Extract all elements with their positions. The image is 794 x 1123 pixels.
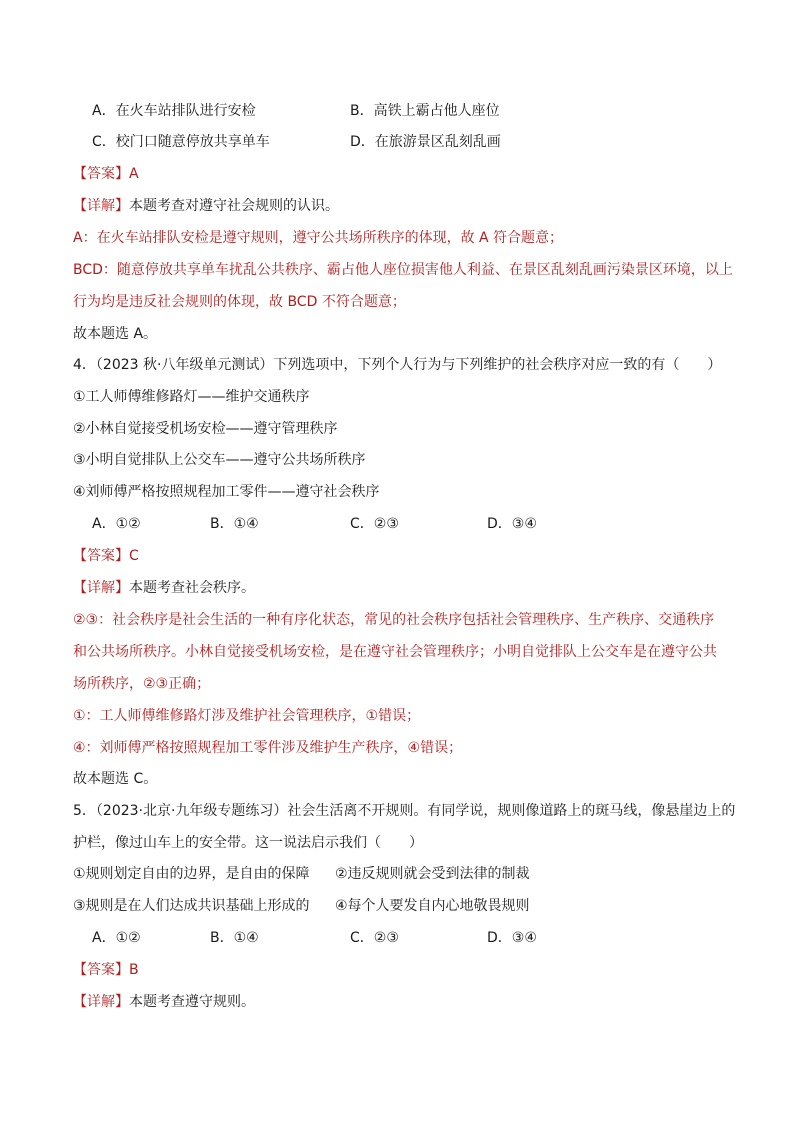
q5-item: ①规则划定自由的边界，是自由的保障 — [73, 866, 310, 882]
q3-analysis-line: 行为均是违反社会规则的体现，故 BCD 不符合题意； — [73, 294, 406, 310]
q3-analysis-line: BCD：随意停放共享单车扰乱公共秩序、霸占他人座位损害他人利益、在景区乱刻乱画污染景区环境，以上 — [73, 262, 733, 278]
detail-text: 本题考查遵守规则。 — [129, 994, 255, 1010]
detail-text: 本题考查对遵守社会规则的认识。 — [129, 198, 339, 214]
q3-option-b: B．高铁上霸占他人座位 — [350, 103, 500, 119]
answer-tag: 【答案】 — [73, 548, 129, 564]
q4-option-a: A．①② — [92, 516, 141, 532]
q5-stem-line: 护栏，像过山车上的安全带。这一说法启示我们（ ） — [73, 835, 423, 851]
q4-item: ④刘师傅严格按照规程加工零件——遵守社会秩序 — [73, 484, 380, 500]
q5-option-c: C．②③ — [350, 930, 399, 946]
q4-item: ②小林自觉接受机场安检——遵守管理秩序 — [73, 421, 338, 437]
q3-analysis-line: A：在火车站排队安检是遵守规则，遵守公共场所秩序的体现，故 A 符合题意； — [73, 230, 564, 246]
q5-option-a: A．①② — [92, 930, 141, 946]
q4-analysis-line: ②③：社会秩序是社会生活的一种有序化状态，常见的社会秩序包括社会管理秩序、生产秩序、交通秩序 — [73, 612, 715, 628]
answer-value: B — [129, 962, 139, 978]
q4-option-c: C．②③ — [350, 516, 399, 532]
q3-option-a: A．在火车站排队进行安检 — [92, 103, 256, 119]
q4-stem: 4．（2023 秋·八年级单元测试）下列选项中，下列个人行为与下列维护的社会秩序对应一致的有（ ） — [73, 357, 722, 373]
q5-option-d: D．③④ — [487, 930, 537, 946]
q4-item: ③小明自觉排队上公交车——遵守公共场所秩序 — [73, 452, 366, 468]
q5-item: ③规则是在人们达成共识基础上形成的 — [73, 898, 310, 914]
q4-conclusion: 故本题选 C。 — [73, 771, 158, 787]
q3-conclusion: 故本题选 A。 — [73, 326, 158, 342]
q4-detail — [73, 578, 255, 598]
q4-answer — [73, 546, 139, 566]
q5-detail — [73, 992, 255, 1012]
q5-stem-line: 5．（2023·北京·九年级专题练习）社会生活离不开规则。有同学说，规则像道路上的斑马线，像悬崖边上的 — [73, 803, 736, 819]
answer-tag: 【答案】 — [73, 166, 129, 182]
detail-tag: 【详解】 — [73, 198, 129, 214]
detail-text: 本题考查社会秩序。 — [129, 580, 255, 596]
q4-option-d: D．③④ — [487, 516, 537, 532]
q5-answer — [73, 960, 139, 980]
q5-item: ②违反规则就会受到法律的制裁 — [335, 866, 530, 882]
q3-answer — [73, 164, 139, 184]
q3-option-c: C．校门口随意停放共享单车 — [92, 134, 270, 150]
q4-analysis-line: 场所秩序，②③正确； — [73, 676, 211, 692]
detail-tag: 【详解】 — [73, 580, 129, 596]
answer-tag: 【答案】 — [73, 962, 129, 978]
answer-value: C — [129, 548, 139, 564]
q3-option-d: D．在旅游景区乱刻乱画 — [350, 134, 501, 150]
q3-detail — [73, 196, 339, 216]
q4-option-b: B．①④ — [210, 516, 259, 532]
detail-tag: 【详解】 — [73, 994, 129, 1010]
q4-analysis-line: ④：刘师傅严格按照规程加工零件涉及维护生产秩序，④错误； — [73, 740, 463, 756]
q4-analysis-line: ①：工人师傅维修路灯涉及维护社会管理秩序，①错误； — [73, 708, 421, 724]
q5-option-b: B．①④ — [210, 930, 259, 946]
q4-item: ①工人师傅维修路灯——维护交通秩序 — [73, 389, 310, 405]
q4-analysis-line: 和公共场所秩序。小林自觉接受机场安检，是在遵守社会管理秩序；小明自觉排队上公交车是在遵守公共 — [73, 644, 717, 660]
answer-value: A — [129, 166, 139, 182]
q5-item: ④每个人要发自内心地敬畏规则 — [335, 898, 530, 914]
